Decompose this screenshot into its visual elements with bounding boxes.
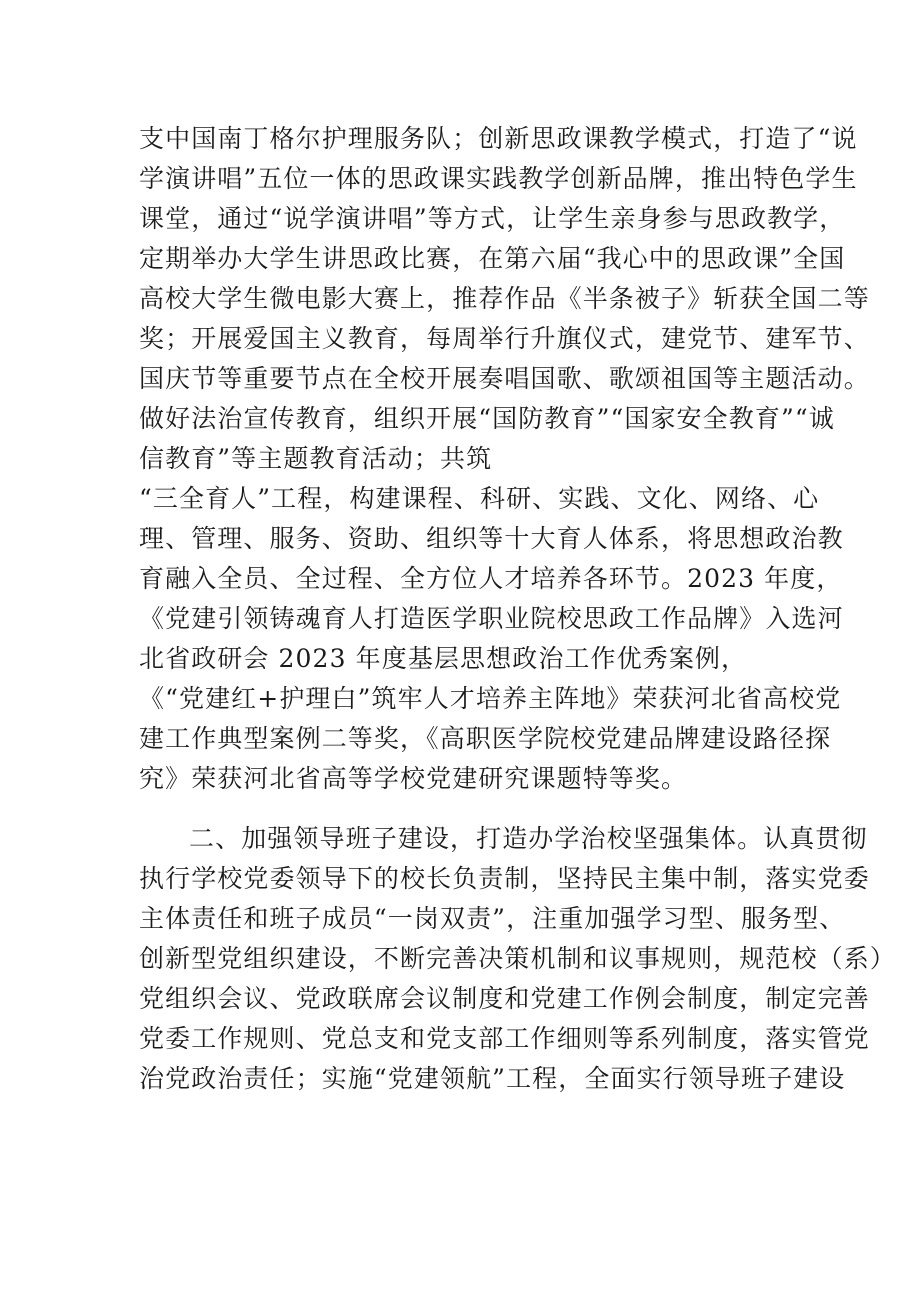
- text-line: 执行学校党委领导下的校长负责制，坚持民主集中制，落实党委: [139, 864, 870, 893]
- text-line: 北省政研会 2023 年度基层思想政治工作优秀案例，: [139, 644, 748, 673]
- text-line: 《“党建红+护理白”筑牢人才培养主阵地》荣获河北省高校党: [139, 684, 842, 713]
- text-line: 党委工作规则、党总支和党支部工作细则等系列制度，落实管党: [139, 1024, 870, 1053]
- text-line: 学演讲唱”五位一体的思政课实践教学创新品牌，推出特色学生: [139, 164, 858, 193]
- text-line: 创新型党组织建设，不断完善决策机制和议事规则，规范校（系）: [139, 944, 896, 973]
- text-line: 《党建引领铸魂育人打造医学职业院校思政工作品牌》入选河: [139, 604, 844, 633]
- text-line: “三全育人”工程，构建课程、科研、实践、文化、网络、心: [139, 484, 820, 513]
- text-line: 建工作典型案例二等奖，《高职医学院校党建品牌建设路径探: [139, 724, 832, 753]
- text-line: 究》荣获河北省高等学校党建研究课题特等奖。: [139, 764, 688, 793]
- text-line: 主体责任和班子成员“一岗双责”，注重加强学习型、服务型、: [139, 904, 846, 933]
- text-line: 治党政治责任；实施“党建领航”工程，全面实行领导班子建设: [139, 1064, 846, 1093]
- paragraph-heading-line: 二、加强领导班子建设，打造办学治校坚强集体。认真贯彻: [189, 824, 868, 853]
- text-line: 信教育”等主题教育活动；共筑: [139, 444, 493, 473]
- text-line: 定期举办大学生讲思政比赛，在第六届“我心中的思政课”全国: [139, 244, 846, 273]
- text-line: 做好法治宣传教育，组织开展“国防教育”“国家安全教育”“诚: [139, 404, 835, 433]
- text-line: 国庆节等重要节点在全校开展奏唱国歌、歌颂祖国等主题活动。: [139, 364, 870, 393]
- text-line: 育融入全员、全过程、全方位人才培养各环节。2023 年度，: [139, 564, 843, 593]
- text-line: 理、管理、服务、资助、组织等十大育人体系，将思想政治教: [139, 524, 844, 553]
- text-line: 高校大学生微电影大赛上，推荐作品《半条被子》斩获全国二等: [139, 284, 870, 313]
- text-line: 支中国南丁格尔护理服务队；创新思政课教学模式，打造了“说: [139, 124, 858, 153]
- text-line: 课堂，通过“说学演讲唱”等方式，让学生亲身参与思政教学，: [139, 204, 846, 233]
- text-line: 党组织会议、党政联席会议制度和党建工作例会制度，制定完善: [139, 984, 870, 1013]
- text-line: 奖；开展爱国主义教育，每周举行升旗仪式，建党节、建军节、: [139, 324, 870, 353]
